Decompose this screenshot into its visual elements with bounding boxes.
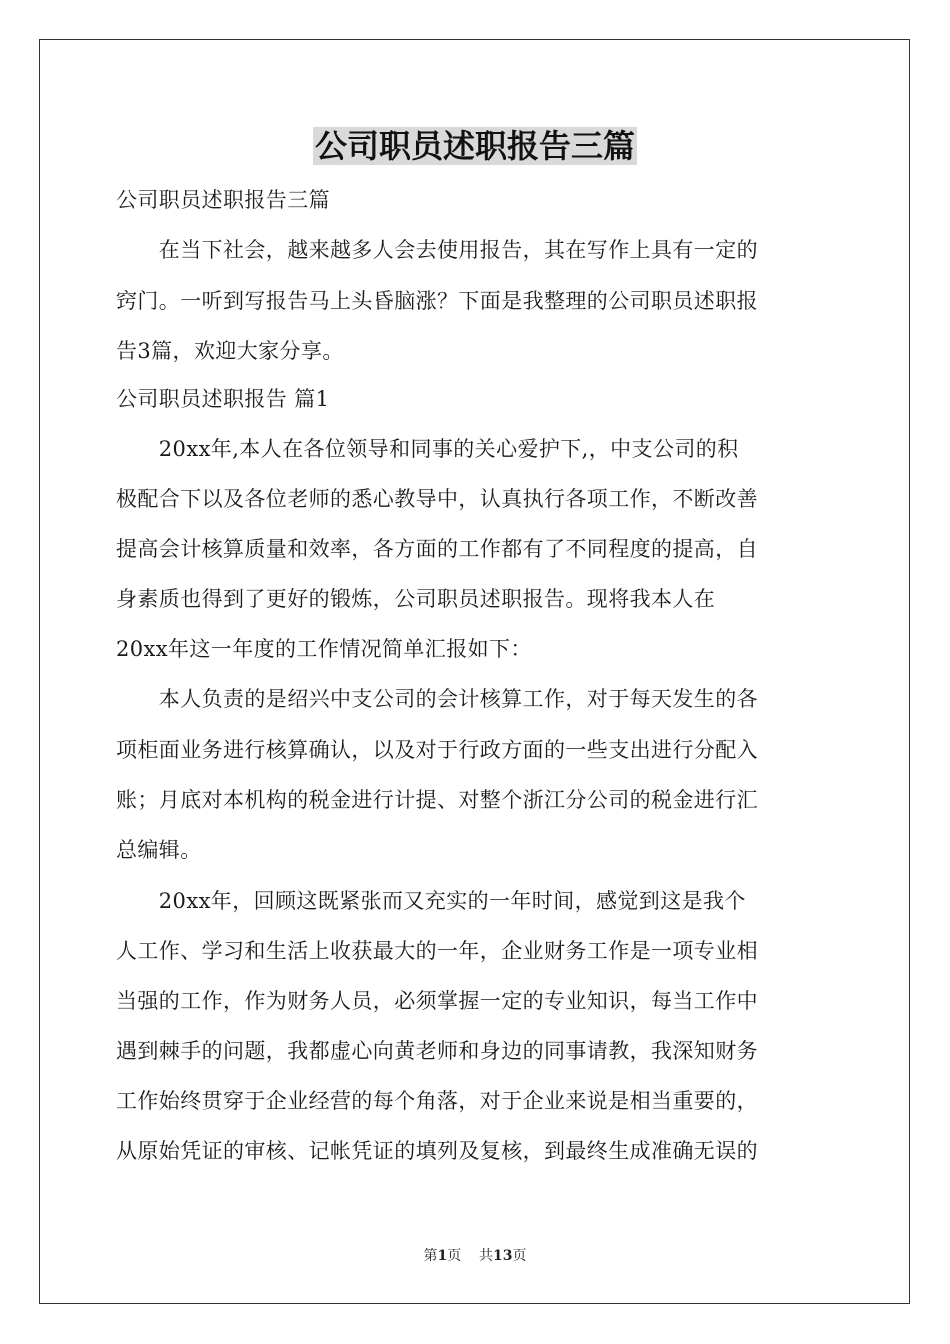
body-line: 遇到棘手的问题，我都虚心向黄老师和身边的同事请教，我深知财务 xyxy=(116,1039,758,1063)
body-line: 人工作、学习和生活上收获最大的一年，企业财务工作是一项专业相 xyxy=(116,939,758,963)
body-line: 当强的工作，作为财务人员，必须掌握一定的专业知识，每当工作中 xyxy=(116,989,758,1013)
body-line: 从原始凭证的审核、记帐凭证的填列及复核，到最终生成准确无误的 xyxy=(116,1139,758,1163)
subtitle-line: 公司职员述职报告三篇 xyxy=(116,188,330,212)
body-line: 告3篇，欢迎大家分享。 xyxy=(116,339,344,363)
body-line: 身素质也得到了更好的锻炼，公司职员述职报告。现将我本人在 xyxy=(116,587,716,611)
body-line: 极配合下以及各位老师的悉心教导中，认真执行各项工作，不断改善 xyxy=(116,487,758,511)
body-line: 提高会计核算质量和效率，各方面的工作都有了不同程度的提高，自 xyxy=(116,537,758,561)
body-line: 20xx年这一年度的工作情况简单汇报如下： xyxy=(116,637,532,661)
document-title xyxy=(0,122,950,170)
body-line: 总编辑。 xyxy=(116,838,202,862)
page-footer xyxy=(0,1246,950,1266)
footer-total-pages: 13 xyxy=(493,1248,513,1264)
body-line: 20xx年，回顾这既紧张而又充实的一年时间，感觉到这是我个 xyxy=(116,889,746,913)
body-line: 账；月底对本机构的税金进行计提、对整个浙江分公司的税金进行汇 xyxy=(116,788,758,812)
footer-page-current: 1 xyxy=(437,1248,448,1264)
body-line: 在当下社会，越来越多人会去使用报告，其在写作上具有一定的 xyxy=(116,238,758,262)
footer-total-prefix: 共 xyxy=(479,1248,494,1264)
footer-page-unit: 页 xyxy=(447,1248,462,1264)
body-line: 20xx年,本人在各位领导和同事的关心爱护下,，中支公司的积 xyxy=(116,437,739,461)
body-line: 窍门。一听到写报告马上头昏脑涨？下面是我整理的公司职员述职报 xyxy=(116,289,758,313)
footer-page-prefix: 第 xyxy=(423,1248,438,1264)
document-title-text: 公司职员述职报告三篇 xyxy=(314,127,635,165)
footer-total-unit: 页 xyxy=(512,1248,527,1264)
body-line: 本人负责的是绍兴中支公司的会计核算工作，对于每天发生的各 xyxy=(116,687,758,711)
section-heading: 公司职员述职报告 篇1 xyxy=(116,387,330,411)
body-line: 工作始终贯穿于企业经营的每个角落，对于企业来说是相当重要的， xyxy=(116,1089,758,1113)
body-line: 项柜面业务进行核算确认，以及对于行政方面的一些支出进行分配入 xyxy=(116,738,758,762)
